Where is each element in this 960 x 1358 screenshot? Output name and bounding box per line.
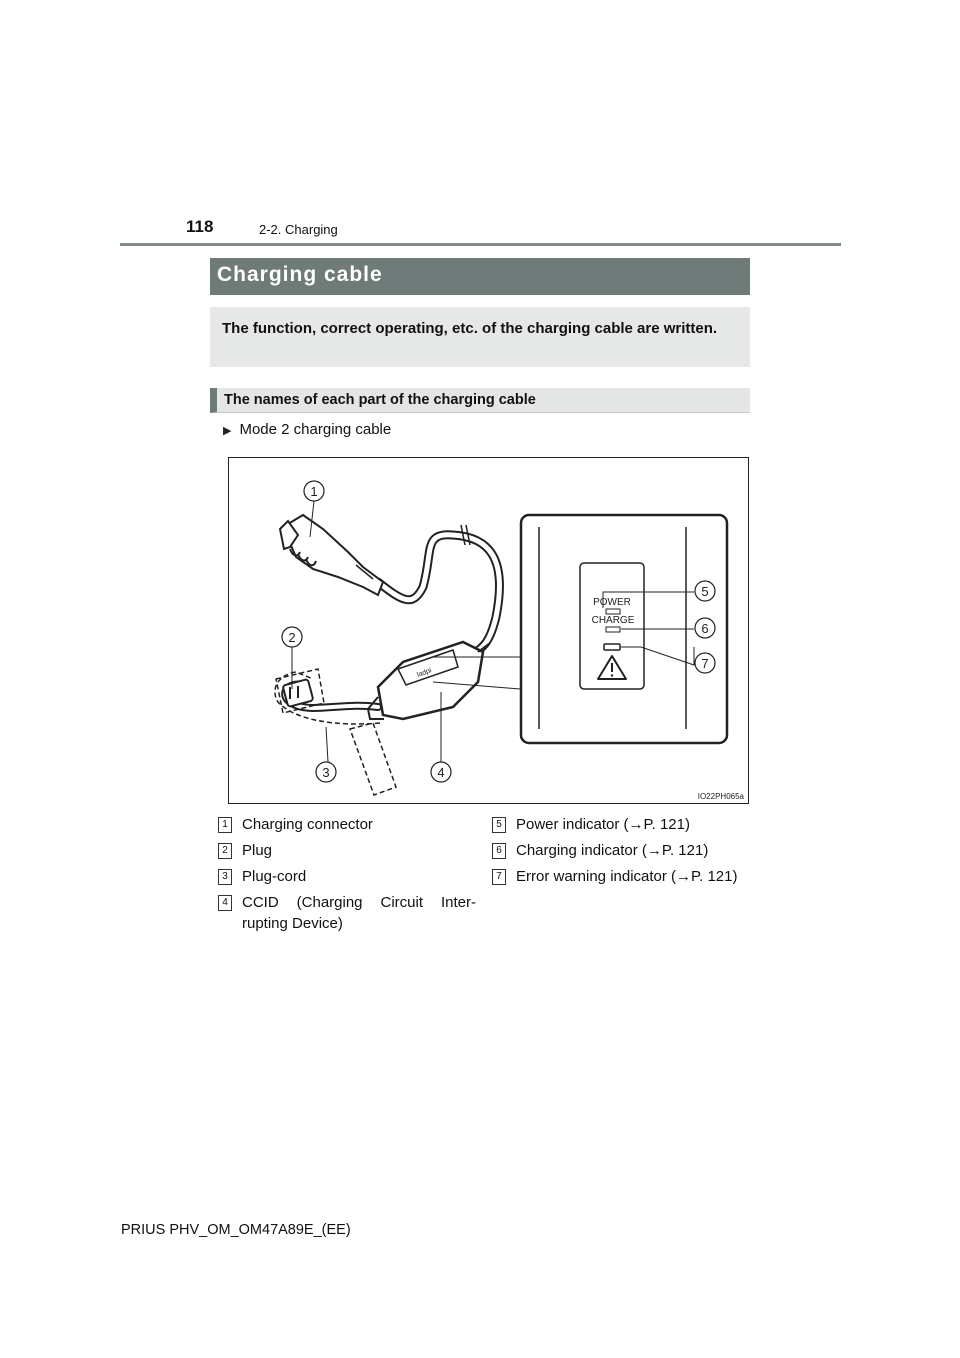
charge-label: CHARGE xyxy=(591,615,635,626)
number-badge: 7 xyxy=(492,869,506,885)
figure-code: IO22PH065a xyxy=(697,792,744,801)
charging-cable-figure xyxy=(228,457,749,804)
number-badge: 3 xyxy=(218,869,232,885)
legend-item xyxy=(492,814,752,835)
page-number: 118 xyxy=(186,217,214,236)
legend-text: Charging connector xyxy=(242,816,373,833)
power-label: POWER xyxy=(593,597,631,608)
svg-text:4: 4 xyxy=(437,765,445,780)
callout-2 xyxy=(282,627,302,647)
sub-heading-text: The names of each part of the charging cable xyxy=(224,392,536,408)
svg-text:ladpi: ladpi xyxy=(416,667,433,679)
legend-text: Plug xyxy=(242,842,273,859)
error-indicator xyxy=(604,644,620,650)
sub-heading xyxy=(210,388,750,413)
svg-text:2: 2 xyxy=(288,630,296,645)
legend-right xyxy=(492,814,752,892)
footer-doc-code: PRIUS PHV_OM_OM47A89E_(EE) xyxy=(121,1222,351,1238)
callout-3 xyxy=(316,762,336,782)
page-title: Charging cable xyxy=(217,263,383,286)
legend-text: CCID (Charging Circuit Inter-rupting Device) xyxy=(242,894,476,932)
callout-1 xyxy=(304,481,324,501)
legend-item xyxy=(218,814,476,835)
legend-text: Error warning indicator (→P. 121) xyxy=(516,868,738,885)
power-indicator xyxy=(606,609,620,614)
svg-text:1: 1 xyxy=(310,484,318,499)
mode-label: Mode 2 charging cable xyxy=(239,421,392,438)
number-badge: 2 xyxy=(218,843,232,859)
legend-text: Charging indicator (→P. 121) xyxy=(516,842,709,859)
legend-item xyxy=(218,892,476,934)
callout-4 xyxy=(431,762,451,782)
svg-text:7: 7 xyxy=(701,656,709,671)
callout-6 xyxy=(695,618,715,638)
intro-box xyxy=(210,307,750,367)
triangle-bullet-icon: ▶ xyxy=(223,425,232,437)
svg-text:5: 5 xyxy=(701,584,709,599)
charging-indicator xyxy=(606,627,620,632)
intro-text: The function, correct operating, etc. of the charging cable are written. xyxy=(222,320,718,337)
number-badge: 5 xyxy=(492,817,506,833)
legend-text: Plug-cord xyxy=(242,868,307,885)
callout-7 xyxy=(695,653,715,673)
legend-item xyxy=(218,866,476,887)
svg-text:3: 3 xyxy=(322,765,330,780)
number-badge: 1 xyxy=(218,817,232,833)
title-bar xyxy=(210,258,750,295)
legend-left xyxy=(218,814,476,939)
section-label: 2-2. Charging xyxy=(259,222,338,237)
svg-text:6: 6 xyxy=(701,621,709,636)
legend-text: Power indicator (→P. 121) xyxy=(516,816,690,833)
mode-line xyxy=(223,421,391,438)
legend-item xyxy=(492,840,752,861)
callout-5 xyxy=(695,581,715,601)
number-badge: 4 xyxy=(218,895,232,911)
number-badge: 6 xyxy=(492,843,506,859)
header-rule xyxy=(120,243,841,246)
legend-item xyxy=(492,866,752,887)
legend-item xyxy=(218,840,476,861)
